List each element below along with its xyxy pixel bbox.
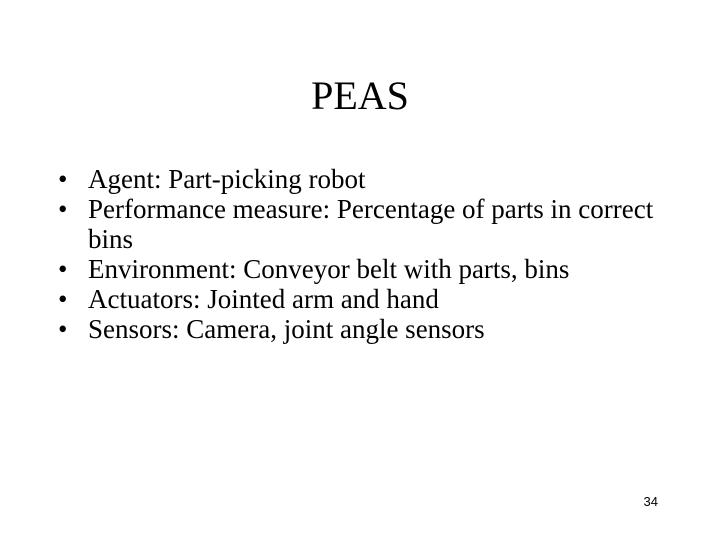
bullet-text: Actuators: Jointed arm and hand [88,283,439,314]
bullet-text: Environment: Conveyor belt with parts, bins [88,253,570,284]
bullet-item-agent [58,165,678,195]
bullet-item-environment [58,255,678,285]
bullet-item-actuators [58,285,678,315]
bullet-icon: • [58,194,68,224]
bullet-icon: • [58,313,68,344]
page-number: 34 [643,494,658,509]
bullet-item-performance-measure [58,195,678,254]
bullet-item-sensors [58,315,678,345]
bullet-icon: • [58,164,68,194]
bullet-text: Performance measure: Percentage of parts in correct bins [88,194,654,254]
bullet-text: Sensors: Camera, joint angle sensors [88,313,485,344]
bullet-list [58,165,678,345]
bullet-text: Agent: Part-picking robot [88,164,366,194]
bullet-icon: • [58,253,68,284]
slide-title: PEAS [311,73,409,118]
bullet-icon: • [58,283,68,314]
